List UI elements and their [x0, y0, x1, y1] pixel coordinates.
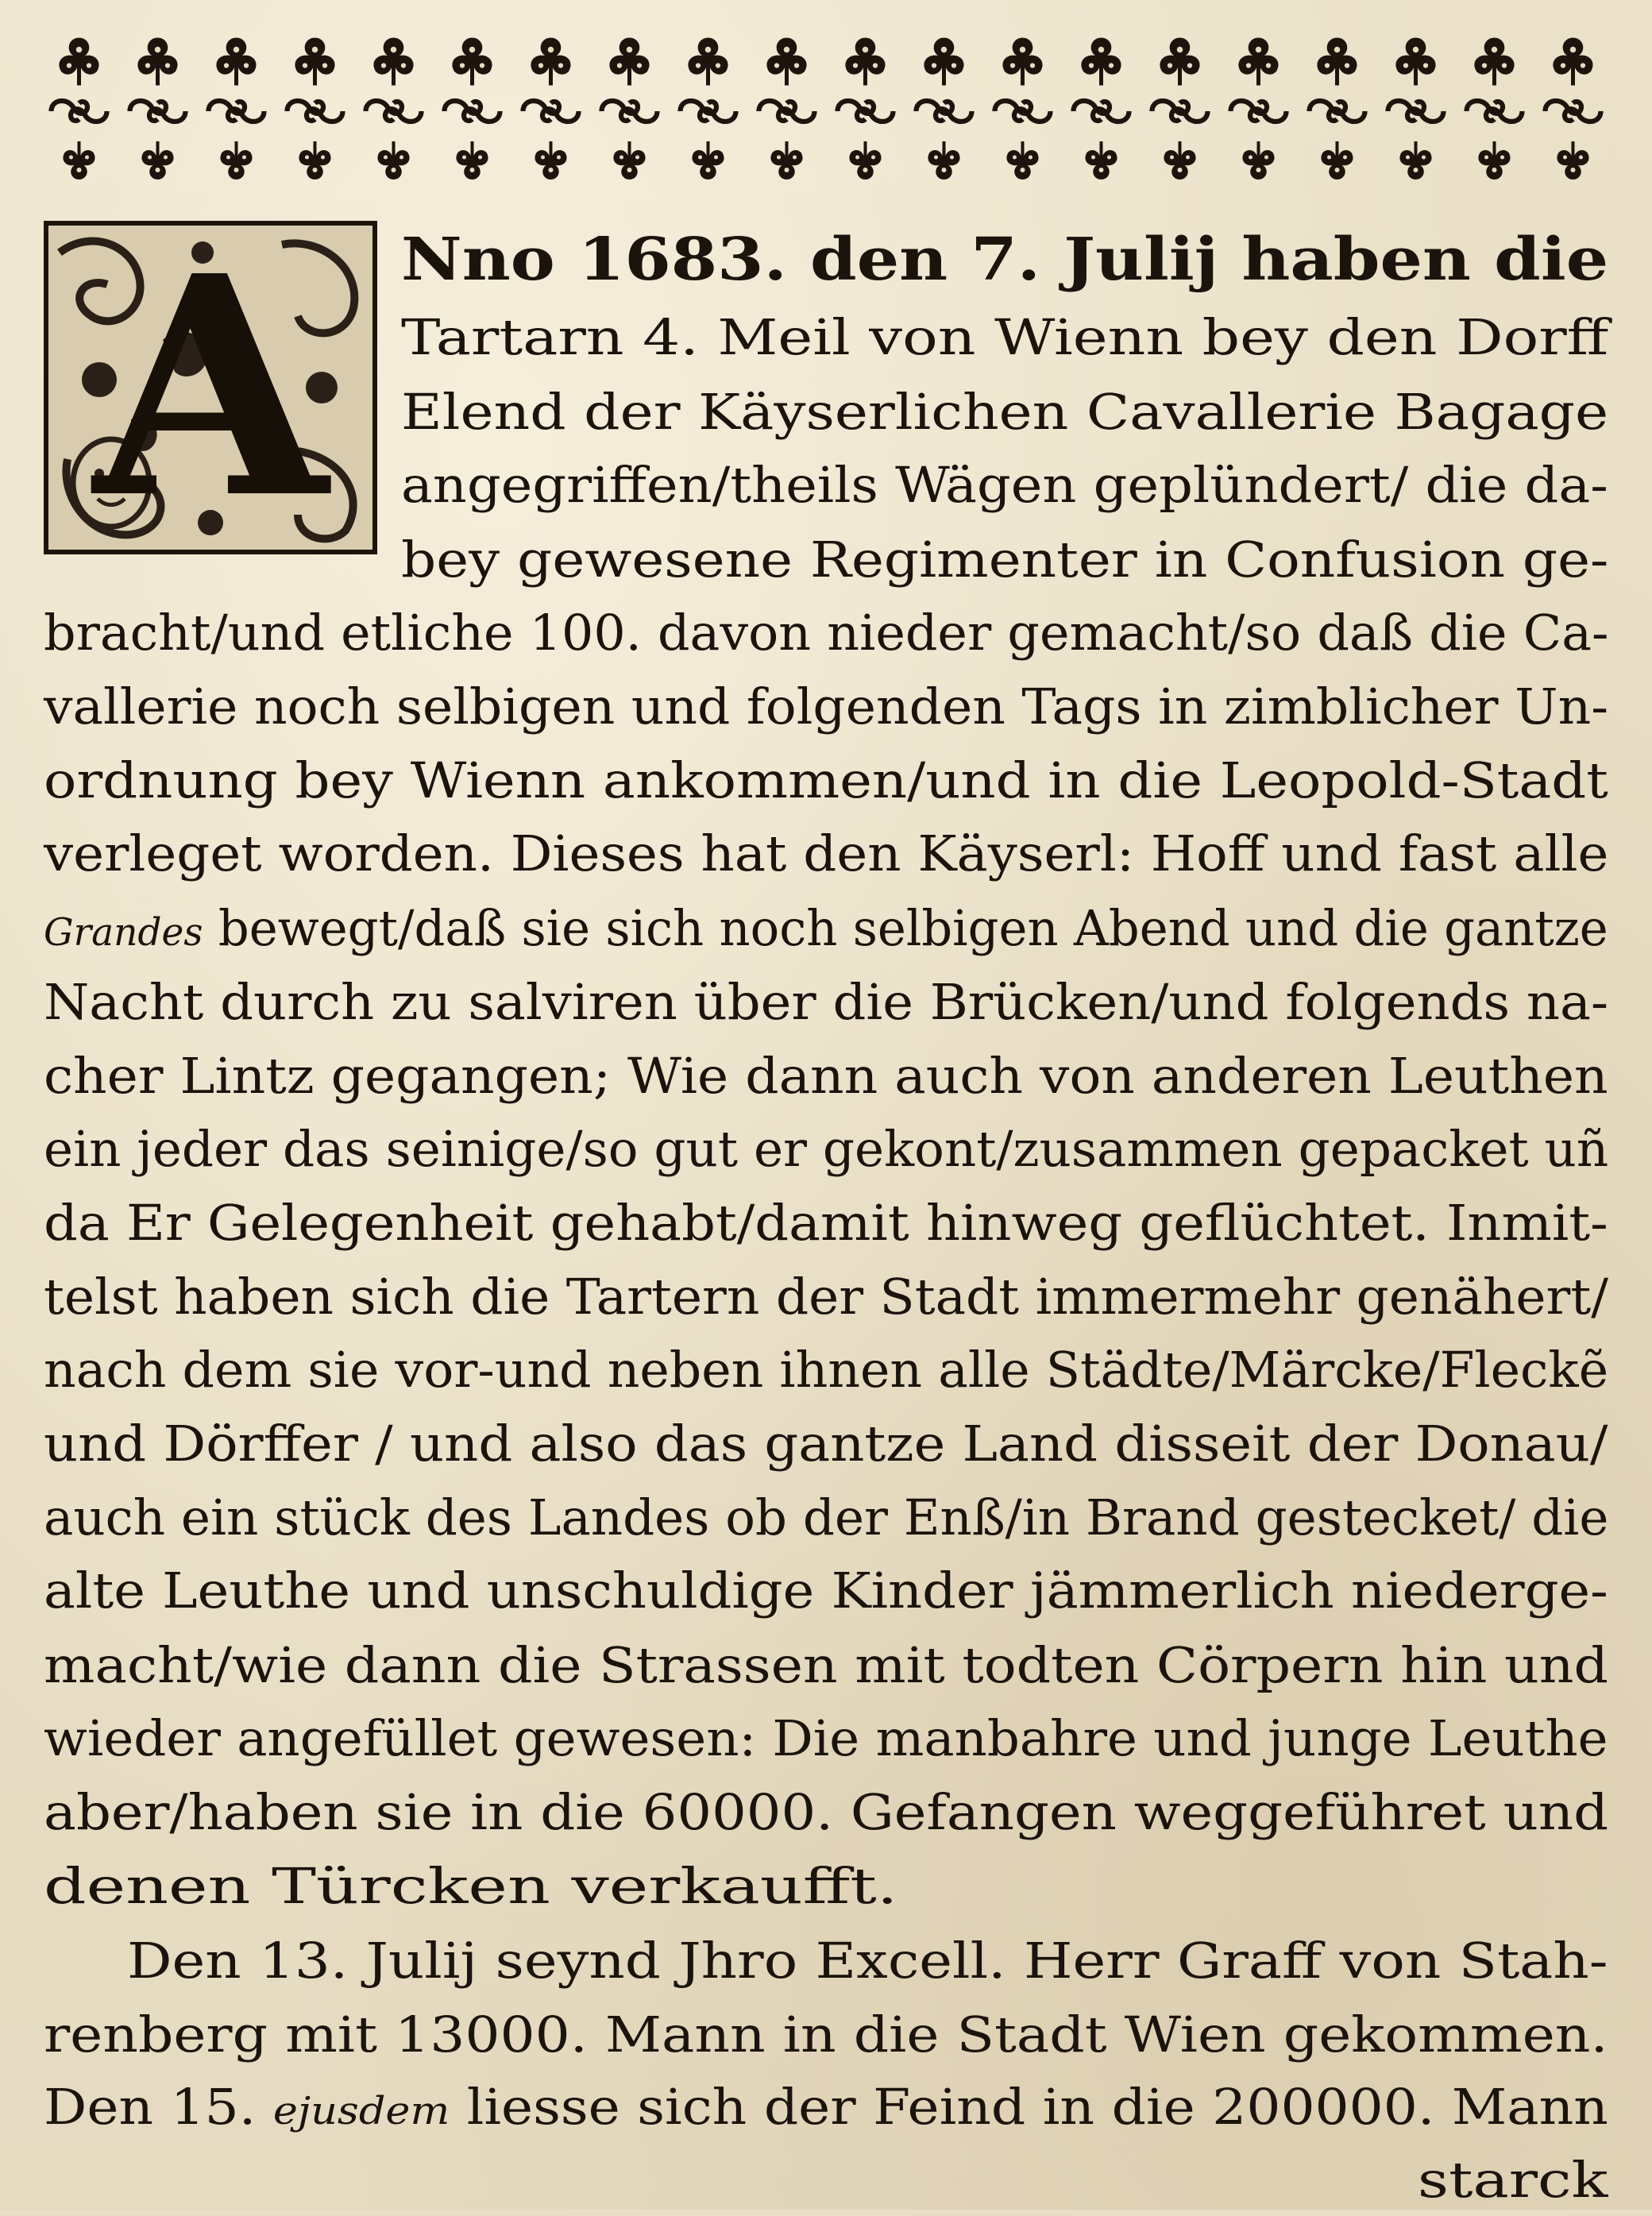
text-span: starck: [1418, 2151, 1608, 2209]
text-line: [401, 450, 1608, 521]
text-line: [44, 597, 1608, 669]
text-span: alte Leuthe und unschuldige Kinder jämmerlich niederge-: [44, 1562, 1608, 1620]
text-span: cher Lintz gegangen; Wie dann auch von anderen Leuthen: [44, 1047, 1608, 1105]
text-line: [127, 1925, 1608, 1997]
text-span: bey gewesene Regimenter in Confusion ge-: [401, 531, 1609, 589]
floral-border-ornament-icon: [40, 32, 1612, 191]
text-line: [44, 1777, 1608, 1848]
text-span: und Dörffer / und also das gantze Land disseit der Donau/: [44, 1415, 1608, 1473]
text-line: [44, 1187, 1608, 1259]
text-span: vallerie noch selbigen und folgenden Tags in zimblicher Un-: [44, 678, 1609, 735]
text-span: Nacht durch zu salviren über die Brücken/und folgends na-: [44, 973, 1609, 1031]
text-line: [44, 1040, 1608, 1112]
text-line: [401, 224, 1608, 295]
text-line: [44, 671, 1608, 743]
text-span: da Er Gelegenheit gehabt/damit hinweg geflüchtet. Inmit-: [44, 1194, 1608, 1252]
italic-word: ejusdem: [272, 2089, 450, 2133]
text-span: ordnung bey Wienn ankommen/und in die Leopold-Stadt: [44, 751, 1608, 809]
text-line: [44, 1703, 1608, 1774]
text-line: [44, 1999, 1608, 2071]
text-span: Nno 1683. den 7. Julij haben die: [401, 226, 1609, 294]
text-span: bewegt/daß sie sich noch selbigen Abend und die gantze: [203, 899, 1608, 957]
text-span: Elend der Käyserlichen Cavallerie Bagage: [401, 383, 1609, 441]
text-line: [401, 524, 1608, 596]
text-line: [44, 818, 1608, 890]
text-line: [401, 302, 1608, 373]
text-span: telst haben sich die Tartern der Stadt immermehr genähert/: [44, 1268, 1608, 1326]
text-span: bracht/und etliche 100. davon nieder gemacht/so daß die Ca-: [44, 604, 1609, 662]
text-span: aber/haben sie in die 60000. Gefangen weggeführet und: [44, 1783, 1609, 1841]
text-line: [44, 745, 1608, 817]
text-span: macht/wie dann die Strassen mit todten Cörpern hin und: [44, 1636, 1609, 1694]
text-line: [44, 1482, 1608, 1554]
text-span: nach dem sie vor-und neben ihnen alle Städte/Märcke/Fleckẽ: [44, 1341, 1609, 1399]
text-span: wieder angefüllet gewesen: Die manbahre und junge Leuthe: [44, 1709, 1608, 1767]
decorated-initial-letter-icon: [44, 210, 377, 565]
text-line: [44, 893, 1608, 964]
text-span: liesse sich der Feind in die 200000. Mann: [450, 2078, 1608, 2136]
italic-word: Grandes: [44, 910, 203, 955]
text-line: [44, 1555, 1608, 1627]
text-span: denen Türcken verkaufft.: [44, 1857, 898, 1915]
text-line: [44, 1408, 1608, 1480]
text-span: renberg mit 13000. Mann in die Stadt Wien gekommen.: [44, 2006, 1608, 2064]
text-span: Den 15.: [44, 2078, 273, 2136]
text-span: Den 13. Julij seynd Jhro Excell. Herr Graff von Stah-: [127, 1932, 1608, 1990]
text-line: [1418, 2145, 1608, 2216]
text-line: [401, 376, 1608, 448]
text-line: [44, 1261, 1608, 1333]
text-line: [44, 1334, 1608, 1406]
text-line: [44, 1114, 1608, 1185]
text-span: angegriffen/theils Wägen geplündert/ die da-: [401, 456, 1608, 514]
text-line: [44, 967, 1608, 1038]
text-span: ein jeder das seinige/so gut er gekont/zusammen gepacket uñ: [44, 1120, 1609, 1178]
text-span: Tartarn 4. Meil von Wienn bey den Dorff: [401, 308, 1609, 366]
text-span: verleget worden. Dieses hat den Käyserl: Hoff und fast alle: [44, 824, 1609, 882]
text-line: [44, 1851, 898, 1922]
text-span: auch ein stück des Landes ob der Enß/in Brand gestecket/ die: [44, 1488, 1609, 1546]
initial-letter: A: [93, 210, 328, 565]
text-line: [44, 1630, 1608, 1701]
text-line: [44, 2071, 1608, 2143]
